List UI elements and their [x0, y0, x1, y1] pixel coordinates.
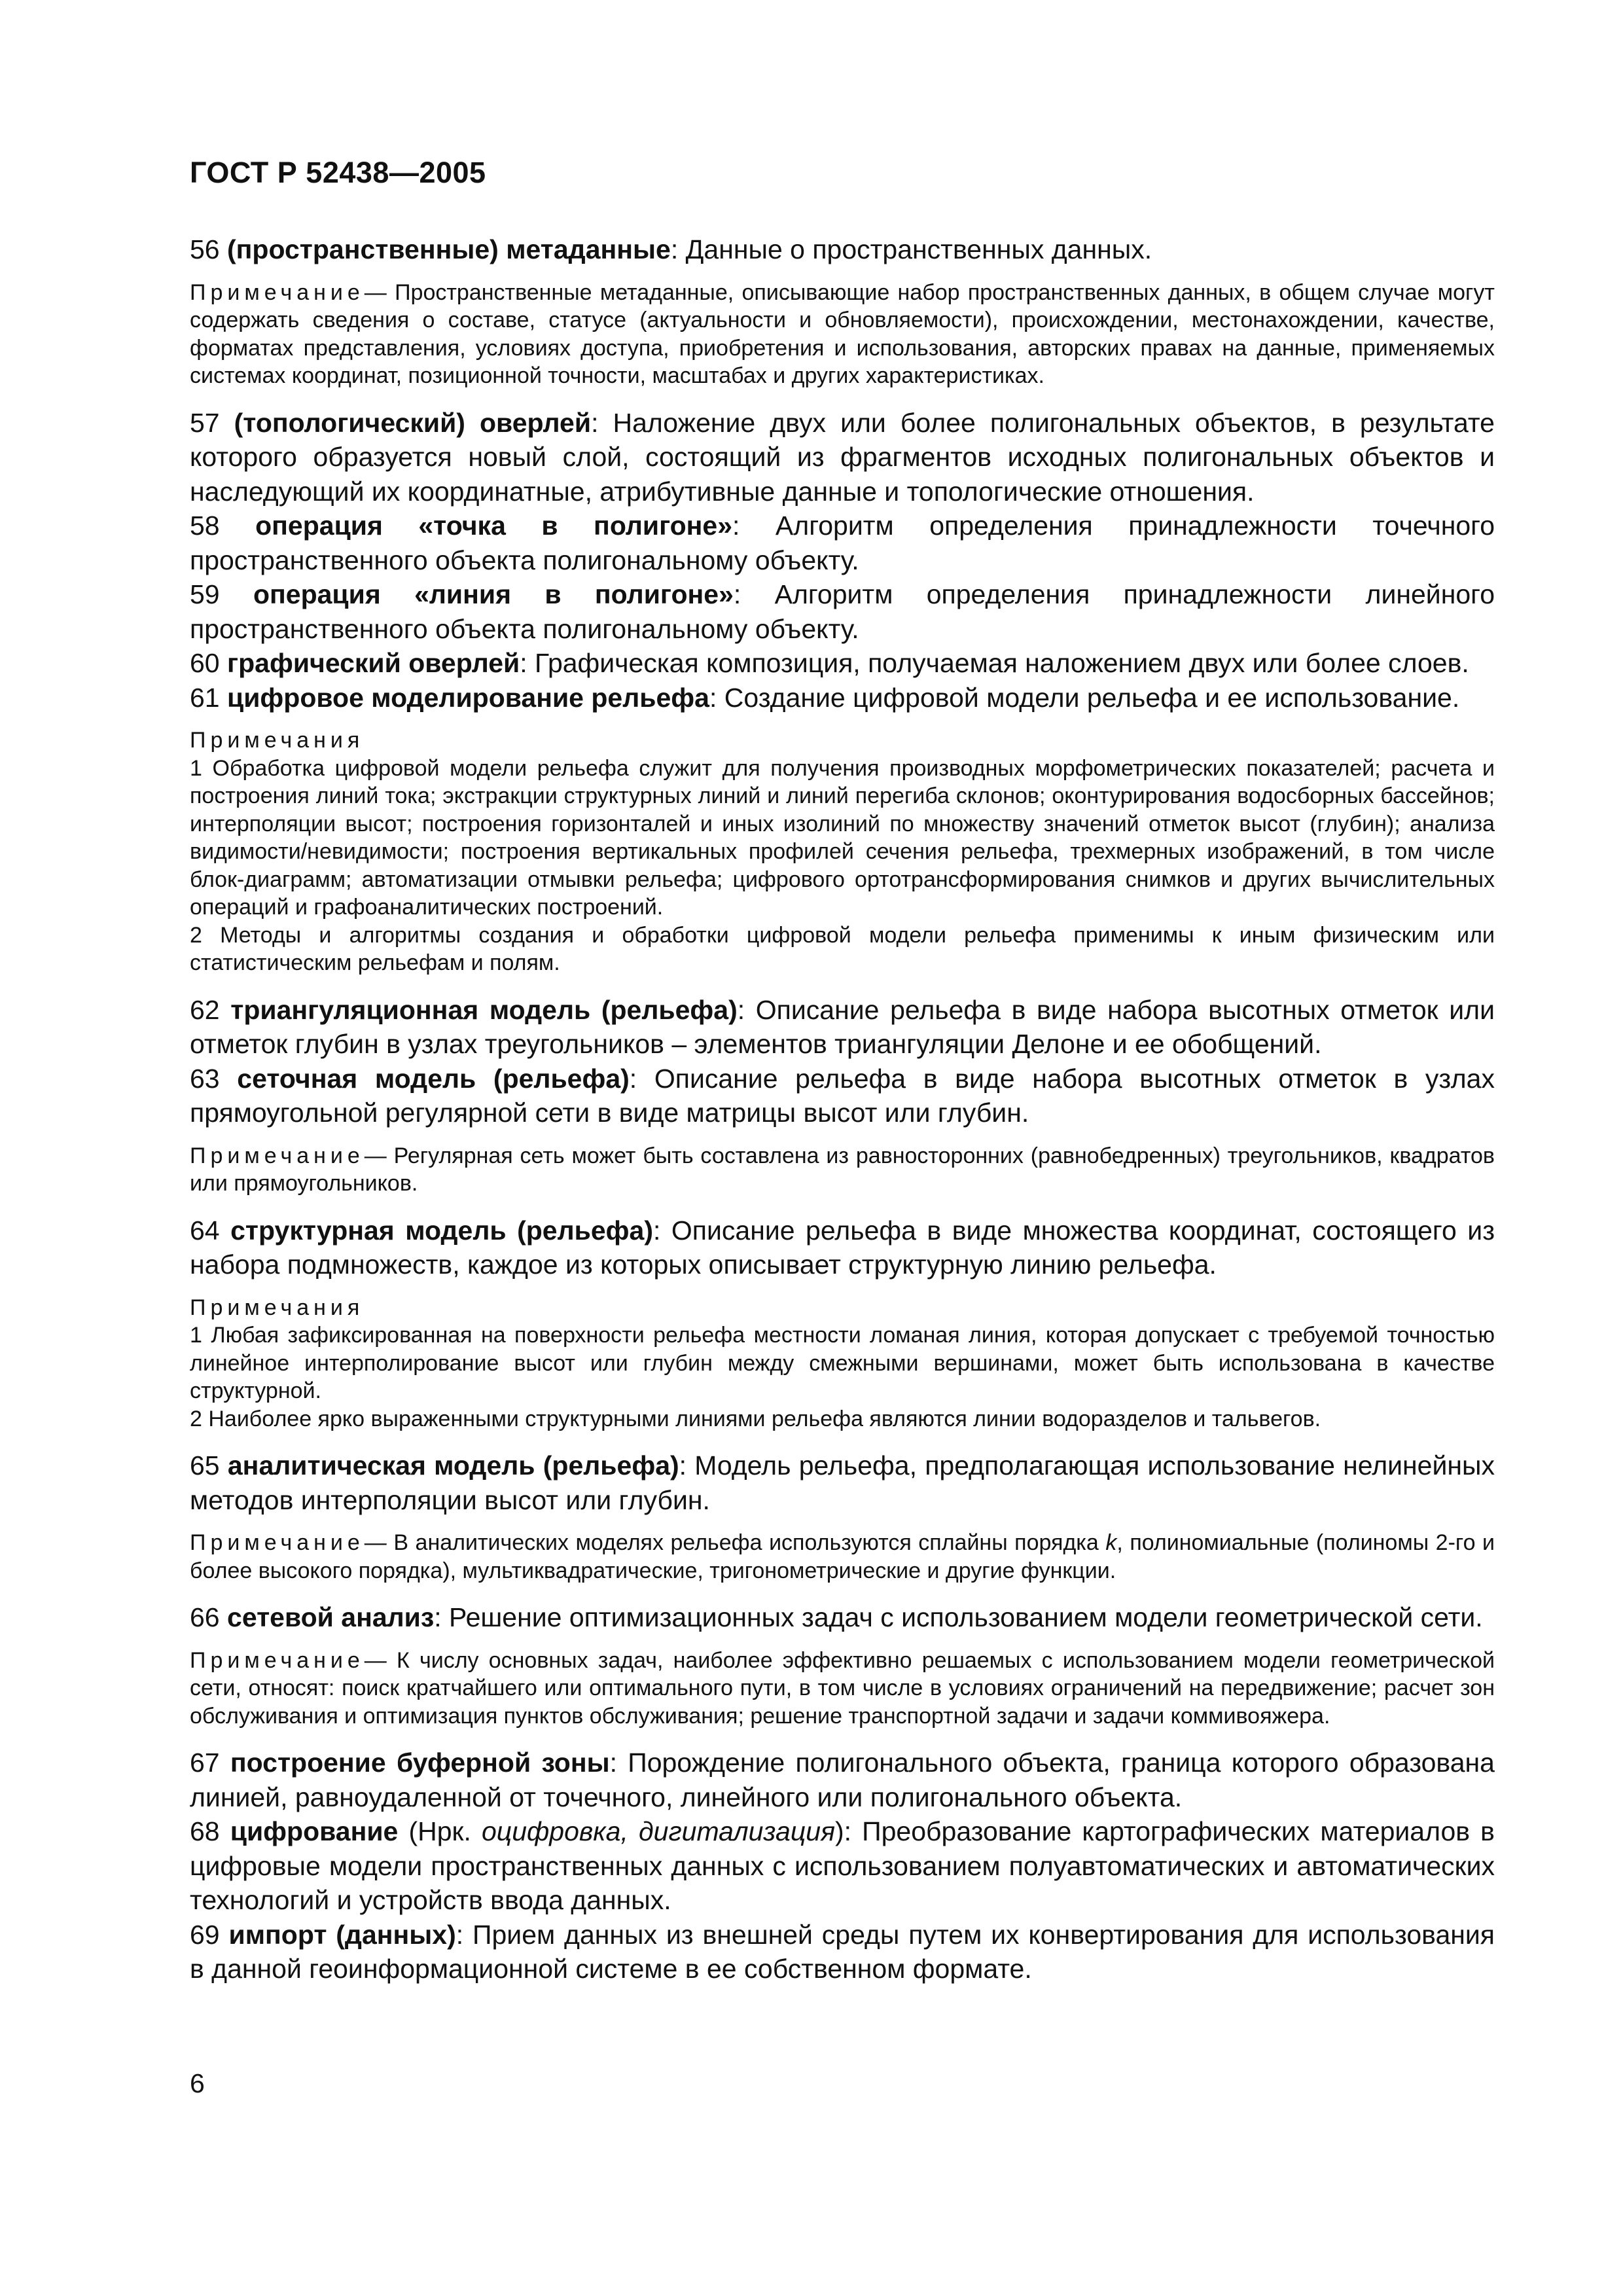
note-item: 1 Обработка цифровой модели рельефа служит для получения производных морфометрических показателей; расчета и построения линий тока; экстракции структурных линий и линий перегиба склонов; оконтурирования водосборных бассейнов; интерполяции высот; построения горизонталей и иных изолиний по множеству значений отметок высот (глубин); анализа видимости/невидимости; построения вертикальных профилей сечения рельефа, трехмерных изображений, в том числе блок-диаграмм; автоматизации отмывки рельефа; цифрового ортотрансформирования снимков и других вычислительных операций и графоаналитических построений.	[190, 755, 1495, 920]
term-entry	[190, 681, 1495, 715]
term-deprecated: оцифровка, дигитализация	[482, 1816, 835, 1846]
term-entry	[190, 1600, 1495, 1635]
note-label: Примечание	[190, 1647, 365, 1673]
term-number: 63	[190, 1063, 220, 1094]
notes-block	[190, 1294, 1495, 1433]
page-number: 6	[190, 2068, 205, 2098]
term-definition: : Алгоритм определения принадлежности точечного пространственного объекта полигональному объекту.	[190, 511, 1495, 575]
note-label: Примечание	[190, 279, 365, 305]
term-entry	[190, 1918, 1495, 1986]
term-name: цифрование	[230, 1816, 399, 1846]
notes-label: Примечания	[190, 1295, 365, 1320]
term-number: 66	[190, 1602, 220, 1632]
term-definition: : Описание рельефа в виде множества координат, состоящего из набора подмножеств, каждое из которых описывает структурную линию рельефа.	[190, 1215, 1495, 1280]
term-name: импорт (данных)	[228, 1919, 456, 1950]
term-name: сеточная модель (рельефа)	[237, 1063, 630, 1094]
term-definition: : Создание цифровой модели рельефа и ее использование.	[709, 682, 1460, 713]
notes-block	[190, 726, 1495, 977]
term-name: триангуляционная модель (рельефа)	[230, 994, 738, 1025]
term-name: (топологический) оверлей	[234, 407, 592, 438]
note-item: 2 Методы и алгоритмы создания и обработки цифровой модели рельефа применимы к иным физическим или статистическим рельефам и полям.	[190, 922, 1495, 975]
term-name: сетевой анализ	[227, 1602, 435, 1632]
note-label: Примечание	[190, 1530, 365, 1555]
term-name: аналитическая модель (рельефа)	[227, 1450, 679, 1480]
note-item: 2 Наиболее ярко выраженными структурными линиями рельефа являются линии водоразделов и тальвегов.	[190, 1406, 1321, 1431]
notes-label: Примечания	[190, 728, 365, 753]
note-item: 1 Любая зафиксированная на поверхности рельефа местности ломаная линия, которая допускает с требуемой точностью линейное интерполирование высот или глубин между смежными вершинами, может быть использована в качестве структурной.	[190, 1323, 1495, 1403]
note	[190, 1529, 1495, 1585]
term-number: 65	[190, 1450, 220, 1480]
term-name: цифровое моделирование рельефа	[227, 682, 709, 713]
term-definition: : Решение оптимизационных задач с использованием модели геометрической сети.	[434, 1602, 1483, 1632]
term-entry	[190, 993, 1495, 1062]
note-text: — Регулярная сеть может быть составлена из равносторонних (равнобедренных) треугольников, квадратов или прямоугольников.	[190, 1143, 1495, 1196]
term-definition: : Прием данных из внешней среды путем их конвертирования для использования в данной геоинформационной системе в ее собственном формате.	[190, 1919, 1495, 1984]
term-name: (пространственные) метаданные	[227, 234, 671, 264]
term-name: графический оверлей	[227, 648, 520, 678]
term-entry	[190, 406, 1495, 509]
term-number: 61	[190, 682, 220, 713]
term-name: операция «точка в полигоне»	[255, 511, 733, 541]
term-note: )	[834, 1816, 844, 1846]
term-number: 64	[190, 1215, 220, 1246]
term-definition: : Наложение двух или более полигональных объектов, в результате которого образуется новый слой, состоящий из фрагментов исходных полигональных объектов и наследующий их координатные, атрибутивные данные и топологические отношения.	[190, 407, 1495, 507]
term-entry	[190, 1448, 1495, 1517]
note	[190, 279, 1495, 390]
term-name: операция «линия в полигоне»	[253, 579, 734, 609]
note	[190, 1142, 1495, 1198]
term-number: 68	[190, 1816, 220, 1846]
term-entry	[190, 1814, 1495, 1918]
term-number: 56	[190, 234, 220, 264]
term-definition: : Данные о пространственных данных.	[670, 234, 1152, 264]
term-entry	[190, 646, 1495, 681]
term-number: 60	[190, 648, 220, 678]
term-entry	[190, 232, 1495, 267]
note-text: — К числу основных задач, наиболее эффективно решаемых с использованием модели геометрической сети, относят: поиск кратчайшего или оптимального пути, в том числе в условиях ограничений на передвижение; расчет зон обслуживания и оптимизация пунктов обслуживания; решение транспортной задачи и задачи коммивояжера.	[190, 1647, 1495, 1729]
term-definition: : Графическая композиция, получаемая наложением двух или более слоев.	[520, 648, 1469, 678]
term-definition: : Описание рельефа в виде набора высотных отметок в узлах прямоугольной регулярной сети в виде матрицы высот или глубин.	[190, 1063, 1495, 1128]
term-number: 62	[190, 994, 220, 1025]
term-number: 59	[190, 579, 220, 609]
term-number: 58	[190, 511, 220, 541]
term-note: (Нрк.	[398, 1816, 482, 1846]
term-name: структурная модель (рельефа)	[230, 1215, 653, 1246]
term-definition: : Описание рельефа в виде набора высотных отметок или отметок глубин в узлах треугольников – элементов триангуляции Делоне и ее обобщений.	[190, 994, 1495, 1059]
note-italic: k	[1105, 1530, 1117, 1555]
term-number: 67	[190, 1748, 220, 1778]
term-definition: : Модель рельефа, предполагающая использование нелинейных методов интерполяции высот или глубин.	[190, 1450, 1495, 1515]
note	[190, 1647, 1495, 1731]
note-text: — В аналитических моделях рельефа используются сплайны порядка	[364, 1530, 1106, 1555]
term-entry	[190, 509, 1495, 577]
note-text: — Пространственные метаданные, описывающие набор пространственных данных, в общем случае могут содержать сведения о составе, статусе (актуальности и обновляемости), происхождении, местонахождении, качестве, форматах представления, условиях доступа, приобретения и использования, авторских правах на данные, применяемых системах координат, позиционной точности, масштабах и других характеристиках.	[190, 279, 1495, 388]
term-definition: : Алгоритм определения принадлежности линейного пространственного объекта полигональному объекту.	[190, 579, 1495, 644]
term-definition: : Преобразование картографических материалов в цифровые модели пространственных данных с использованием полуавтоматических и автоматических технологий и устройств ввода данных.	[190, 1816, 1495, 1915]
term-number: 69	[190, 1919, 220, 1950]
document-body	[190, 232, 1495, 1986]
term-entry	[190, 1213, 1495, 1282]
term-entry	[190, 1746, 1495, 1814]
term-entry	[190, 577, 1495, 646]
term-name: построение буферной зоны	[230, 1748, 610, 1778]
term-number: 57	[190, 407, 220, 438]
term-entry	[190, 1062, 1495, 1130]
note-label: Примечание	[190, 1143, 365, 1168]
document-code: ГОСТ Р 52438—2005	[190, 156, 486, 189]
note-text: , полиномиальные (полиномы 2-го и более высокого порядка), мультиквадратические, тригонометрические и другие функции.	[190, 1530, 1495, 1583]
term-definition: : Порождение полигонального объекта, граница которого образована линией, равноудаленной от точечного, линейного или полигонального объекта.	[190, 1748, 1495, 1812]
